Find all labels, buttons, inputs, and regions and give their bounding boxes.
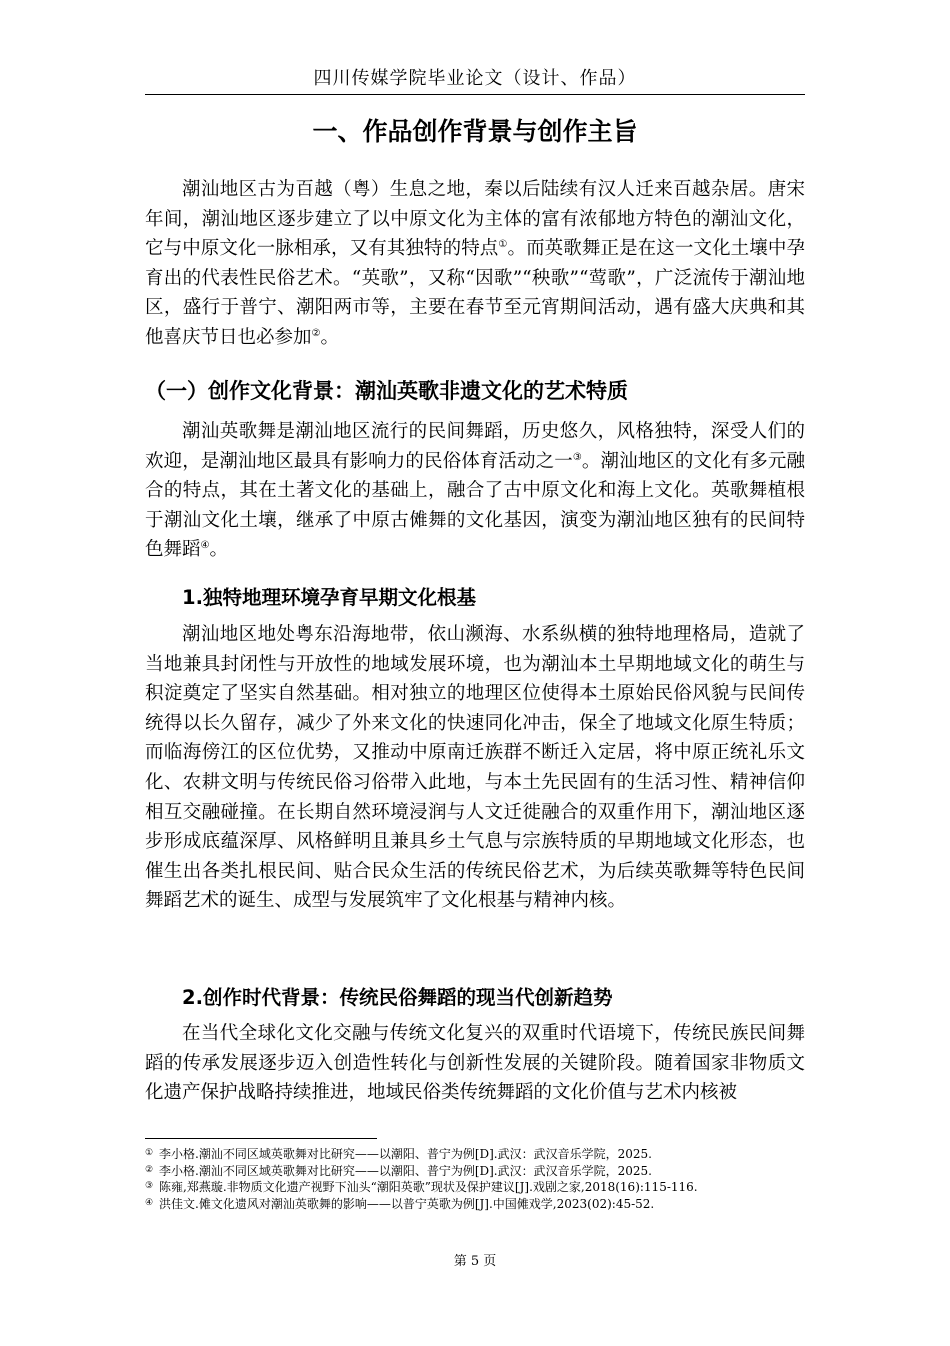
footnote-mark: ④ bbox=[145, 1197, 154, 1208]
intro-text-2: 。而英歌舞正是在这一文化土壤中孕育出的代表性民俗艺术。“英歌”，又称“因歌”“秧歌”“莺歌”，广泛流传于潮汕地区，盛行于普宁、潮阳两市等，主要在春节至元宵期间活动，遇有盛大庆典和其他喜庆节日也必参加 bbox=[145, 238, 805, 348]
intro-text-1: 潮汕地区古为百越（粤）生息之地，秦以后陆续有汉人迁来百越杂居。唐宋年间，潮汕地区逐步建立了以中原文化为主体的富有浓郁地方特色的潮汕文化，它与中原文化一脉相承，又有其独特的特点 bbox=[145, 179, 805, 260]
footnote-ref-2[interactable]: ② bbox=[311, 327, 321, 339]
footnote-ref-4[interactable]: ④ bbox=[200, 540, 210, 552]
intro-paragraph bbox=[145, 175, 805, 353]
footnote-ref-1[interactable]: ① bbox=[498, 239, 508, 251]
subsection-heading-2: 2.创作时代背景：传统民俗舞蹈的现当代创新趋势 bbox=[182, 986, 613, 1009]
section1-paragraph bbox=[145, 417, 805, 565]
footnote-text: 李小格.潮汕不同区域英歌舞对比研究——以潮阳、普宁为例[D].武汉：武汉音乐学院，2025. bbox=[159, 1163, 652, 1178]
footnote-mark: ① bbox=[145, 1148, 154, 1158]
header-rule bbox=[145, 94, 805, 95]
section1-text-3: 。 bbox=[209, 539, 228, 561]
subsection1-paragraph: 潮汕地区地处粤东沿海地带，依山濒海、水系纵横的独特地理格局，造就了当地兼具封闭性与开放性的地域发展环境，也为潮汕本土早期地域文化的萌生与积淀奠定了坚实自然基础。相对独立的地理区位使得本土原始民俗风貌与民间传统得以长久留存，减少了外来文化的快速同化冲击，保全了地域文化原生特质；而临海傍江的区位优势，又推动中原南迁族群不断迁入定居，将中原正统礼乐文化、农耕文明与传统民俗习俗带入此地，与本土先民固有的生活习性、精神信仰相互交融碰撞。在长期自然环境浸润与人文迁徙融合的双重作用下，潮汕地区逐步形成底蕴深厚、风格鲜明且兼具乡土气息与宗族特质的早期地域文化形态，也催生出各类扎根民间、贴合民众生活的传统民俗艺术，为后续英歌舞等特色民间舞蹈艺术的诞生、成型与发展筑牢了文化根基与精神内核。 bbox=[145, 624, 805, 912]
page-number: 第 5 页 bbox=[453, 1254, 497, 1269]
footnote-item bbox=[145, 1163, 805, 1180]
footnote-text: 李小格.潮汕不同区域英歌舞对比研究——以潮阳、普宁为例[D].武汉：武汉音乐学院，2025. bbox=[159, 1147, 652, 1161]
footnote-mark: ③ bbox=[145, 1181, 154, 1191]
footnote-item bbox=[145, 1146, 805, 1163]
footnote-mark: ② bbox=[145, 1164, 154, 1175]
footnote-text: 洪佳文.傩文化遗风对潮汕英歌舞的影响——以普宁英歌为例[J].中国傩戏学,2023(02):45-52. bbox=[159, 1196, 655, 1211]
footnote-item bbox=[145, 1196, 805, 1213]
intro-text-3: 。 bbox=[320, 326, 339, 348]
page-header: 四川传媒学院毕业论文（设计、作品） bbox=[313, 68, 637, 89]
footnotes bbox=[145, 1146, 805, 1212]
footnote-item bbox=[145, 1179, 805, 1196]
section1-text-2: 。潮汕地区的文化有多元融合的特点，其在土著文化的基础上，融合了古中原文化和海上文化。英歌舞植根于潮汕文化土壤，继承了中原古傩舞的文化基因，演变为潮汕地区独有的民间特色舞蹈 bbox=[145, 450, 805, 561]
chapter-title: 一、作品创作背景与创作主旨 bbox=[312, 117, 638, 146]
section-heading-1: （一）创作文化背景：潮汕英歌非遗文化的艺术特质 bbox=[145, 379, 628, 403]
section1-text-1: 潮汕英歌舞是潮汕地区流行的民间舞蹈，历史悠久，风格独特，深受人们的欢迎，是潮汕地区最具有影响力的民俗体育活动之一 bbox=[145, 421, 805, 472]
subsection2-paragraph: 在当代全球化文化交融与传统文化复兴的双重时代语境下，传统民族民间舞蹈的传承发展逐步迈入创造性转化与创新性发展的关键阶段。随着国家非物质文化遗产保护战略持续推进，地域民俗类传统舞蹈的文化价值与艺术内核被 bbox=[145, 1023, 805, 1104]
footnote-ref-3[interactable]: ③ bbox=[572, 451, 582, 463]
subsection-heading-1: 1.独特地理环境孕育早期文化根基 bbox=[182, 586, 476, 609]
footnote-separator bbox=[145, 1138, 377, 1139]
footnote-text: 陈雍,郑燕璇.非物质文化遗产视野下汕头“潮阳英歌”现状及保护建议[J].戏剧之家,2018(16):115-116. bbox=[159, 1180, 698, 1194]
